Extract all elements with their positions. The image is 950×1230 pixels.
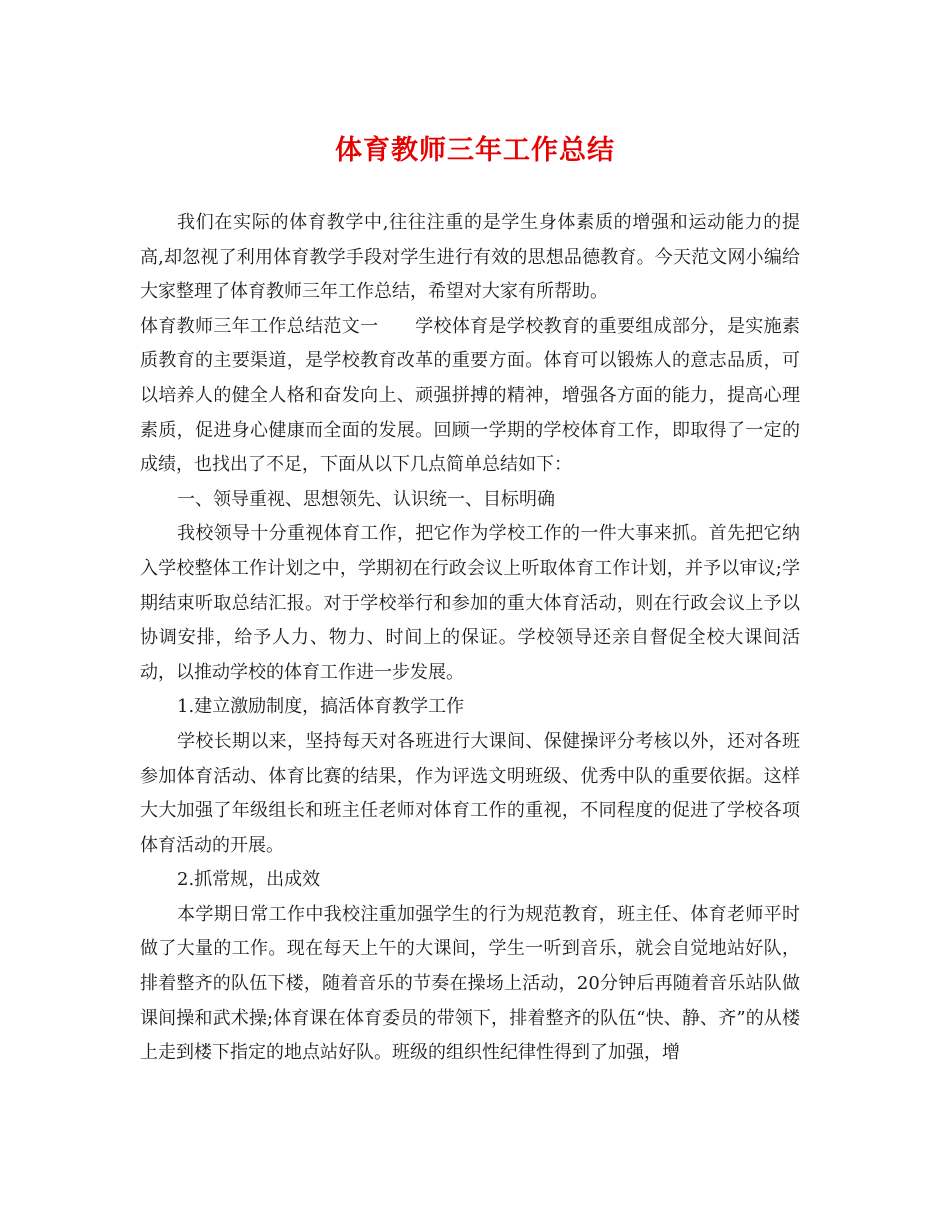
section-heading-one: 一、领导重视、思想领先、认识统一、目标明确 [177,488,555,510]
document-body [140,206,800,1071]
document-title: 体育教师三年工作总结 [335,135,615,166]
subheading-routine: 2.抓常规，出成效 [177,869,321,891]
intro-paragraph: 我们在实际的体育教学中,往往注重的是学生身体素质的增强和运动能力的提高,却忽视了利用体育教学手段对学生进行有效的思想品德教育。今天范文网小编给大家整理了体育教师三年工作总结，希望对大家有所帮助。 [140,212,800,303]
leadership-paragraph: 我校领导十分重视体育工作，把它作为学校工作的一件大事来抓。首先把它纳入学校整体工作计划之中，学期初在行政会议上听取体育工作计划，并予以审议;学期结束听取总结汇报。对于学校举行和参加的重大体育活动，则在行政会议上予以协调安排，给予人力、物力、时间上的保证。学校领导还亲自督促全校大课间活动，以推动学校的体育工作进一步发展。 [140,523,800,683]
routine-paragraph: 本学期日常工作中我校注重加强学生的行为规范教育，班主任、体育老师平时做了大量的工作。现在每天上午的大课间，学生一听到音乐，就会自觉地站好队，排着整齐的队伍下楼，随着音乐的节奏在操场上活动，20分钟后再随着音乐站队做课间操和武术操;体育课在体育委员的带领下，排着整齐的队伍“快、静、齐”的从楼上走到楼下指定的地点站好队。班级的组织性纪律性得到了加强，增 [140,903,800,1064]
incentive-paragraph: 学校长期以来，坚持每天对各班进行大课间、保健操评分考核以外，还对各班参加体育活动、体育比赛的结果，作为评选文明班级、优秀中队的重要依据。这样大大加强了年级组长和班主任老师对体育工作的重视，不同程度的促进了学校各项体育活动的开展。 [140,730,800,856]
subheading-incentive: 1.建立激励制度，搞活体育教学工作 [177,696,465,718]
sample-one-paragraph: 体育教师三年工作总结范文一 学校体育是学校教育的重要组成部分，是实施素质教育的主要渠道，是学校教育改革的重要方面。体育可以锻炼人的意志品质，可以培养人的健全人格和奋发向上、顽强拼搏的精神，增强各方面的能力，提高心理素质，促进身心健康而全面的发展。回顾一学期的学校体育工作，即取得了一定的成绩，也找出了不足，下面从以下几点简单总结如下： [140,315,800,476]
